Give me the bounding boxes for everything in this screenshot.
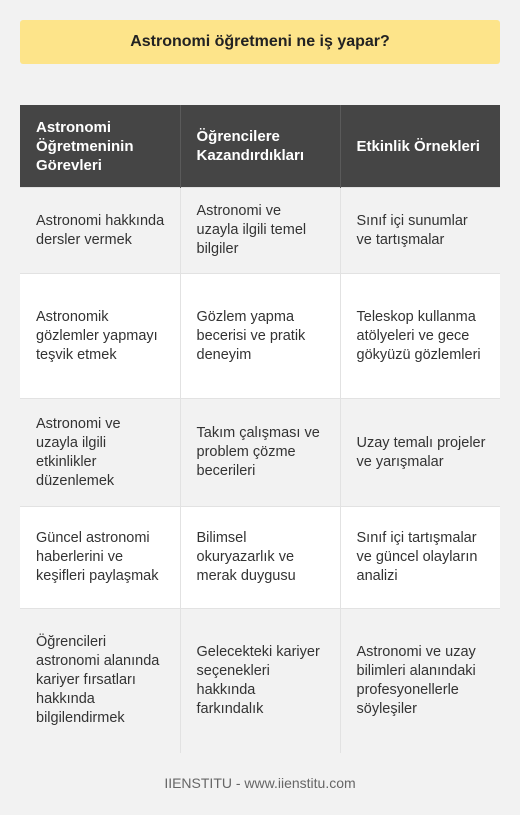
table-cell: Gözlem yapma becerisi ve pratik deneyim — [180, 274, 340, 399]
table-cell: Sınıf içi sunumlar ve tartışmalar — [340, 188, 500, 274]
page-title: Astronomi öğretmeni ne iş yapar? — [20, 20, 500, 64]
header-duties: Astronomi Öğretmeninin Görevleri — [20, 105, 180, 188]
table-cell: Güncel astronomi haberlerini ve keşifleri paylaşmak — [20, 507, 180, 609]
table-cell: Bilimsel okuryazarlık ve merak duygusu — [180, 507, 340, 609]
table-row — [20, 507, 500, 609]
table-cell: Teleskop kullanma atölyeleri ve gece gökyüzü gözlemleri — [340, 274, 500, 399]
table-cell: Öğrencileri astronomi alanında kariyer fırsatları hakkında bilgilendirmek — [20, 609, 180, 753]
table-cell: Uzay temalı projeler ve yarışmalar — [340, 399, 500, 507]
table-cell: Astronomi hakkında dersler vermek — [20, 188, 180, 274]
table-row — [20, 399, 500, 507]
table-cell: Sınıf içi tartışmalar ve güncel olayların analizi — [340, 507, 500, 609]
header-gains: Öğrencilere Kazandırdıkları — [180, 105, 340, 188]
table-header-row — [20, 105, 500, 188]
info-table — [20, 105, 500, 753]
table-cell: Takım çalışması ve problem çözme becerileri — [180, 399, 340, 507]
table-cell: Astronomi ve uzayla ilgili etkinlikler düzenlemek — [20, 399, 180, 507]
table-cell: Astronomi ve uzay bilimleri alanındaki profesyonellerle söyleşiler — [340, 609, 500, 753]
footer-credit: IIENSTITU - www.iienstitu.com — [164, 775, 356, 791]
table-cell: Astronomi ve uzayla ilgili temel bilgiler — [180, 188, 340, 274]
header-examples: Etkinlik Örnekleri — [340, 105, 500, 188]
table-row — [20, 274, 500, 399]
table-row — [20, 188, 500, 274]
table-row — [20, 609, 500, 753]
table-cell: Gelecekteki kariyer seçenekleri hakkında farkındalık — [180, 609, 340, 753]
table-cell: Astronomik gözlemler yapmayı teşvik etmek — [20, 274, 180, 399]
